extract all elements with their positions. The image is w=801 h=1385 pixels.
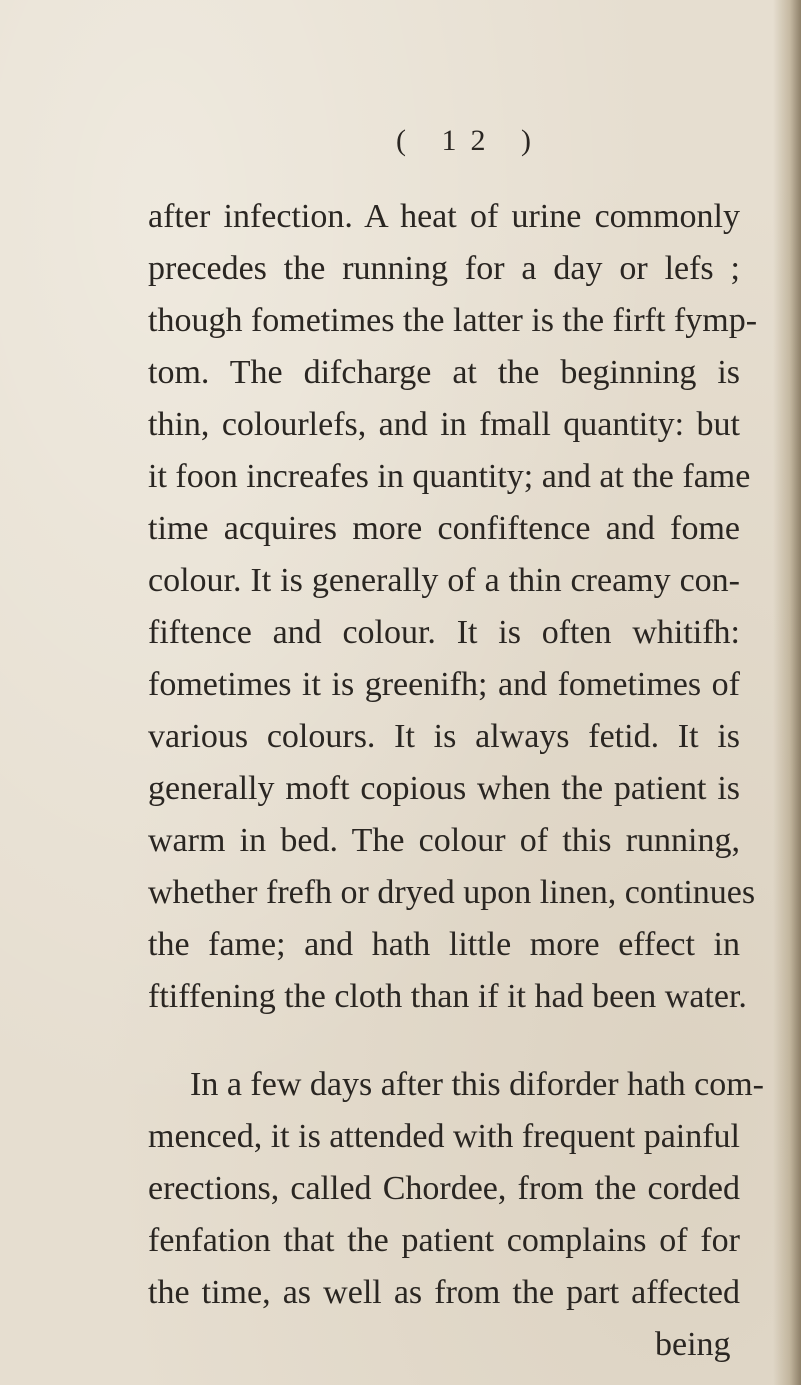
text-line: whether frefh or dryed upon linen, continues <box>148 874 756 911</box>
text-line: thin, colourlefs, and in fmall quantity: but <box>148 406 740 443</box>
text-line: after infection. A heat of urine commonly <box>148 198 740 235</box>
page-edge-shadow <box>773 0 801 1385</box>
text-line: fometimes it is greenifh; and fometimes of <box>148 666 740 703</box>
text-line: time acquires more confiftence and fome <box>148 510 740 547</box>
text-line: erections, called Chordee, from the corded <box>148 1170 740 1207</box>
text-line: In a few days after this diforder hath com- <box>190 1066 764 1103</box>
text-line: precedes the running for a day or lefs ; <box>148 250 740 287</box>
text-line: ftiffening the cloth than if it had been water. <box>148 978 747 1015</box>
text-line: generally moft copious when the patient is <box>148 770 740 807</box>
text-line: fenfation that the patient complains of for <box>148 1222 740 1259</box>
text-line: colour. It is generally of a thin creamy con- <box>148 562 740 599</box>
text-line: fiftence and colour. It is often whitifh: <box>148 614 740 651</box>
text-line: it foon increafes in quantity; and at the fame <box>148 458 751 495</box>
catchword: being <box>655 1326 731 1363</box>
page-number: ( 12 ) <box>396 124 545 157</box>
text-line: various colours. It is always fetid. It is <box>148 718 740 755</box>
text-line: the time, as well as from the part affected <box>148 1274 740 1311</box>
text-line: warm in bed. The colour of this running, <box>148 822 740 859</box>
text-line: menced, it is attended with frequent painful <box>148 1118 740 1155</box>
text-line: though fometimes the latter is the firft fymp- <box>148 302 758 339</box>
text-line: tom. The difcharge at the beginning is <box>148 354 740 391</box>
text-line: the fame; and hath little more effect in <box>148 926 740 963</box>
